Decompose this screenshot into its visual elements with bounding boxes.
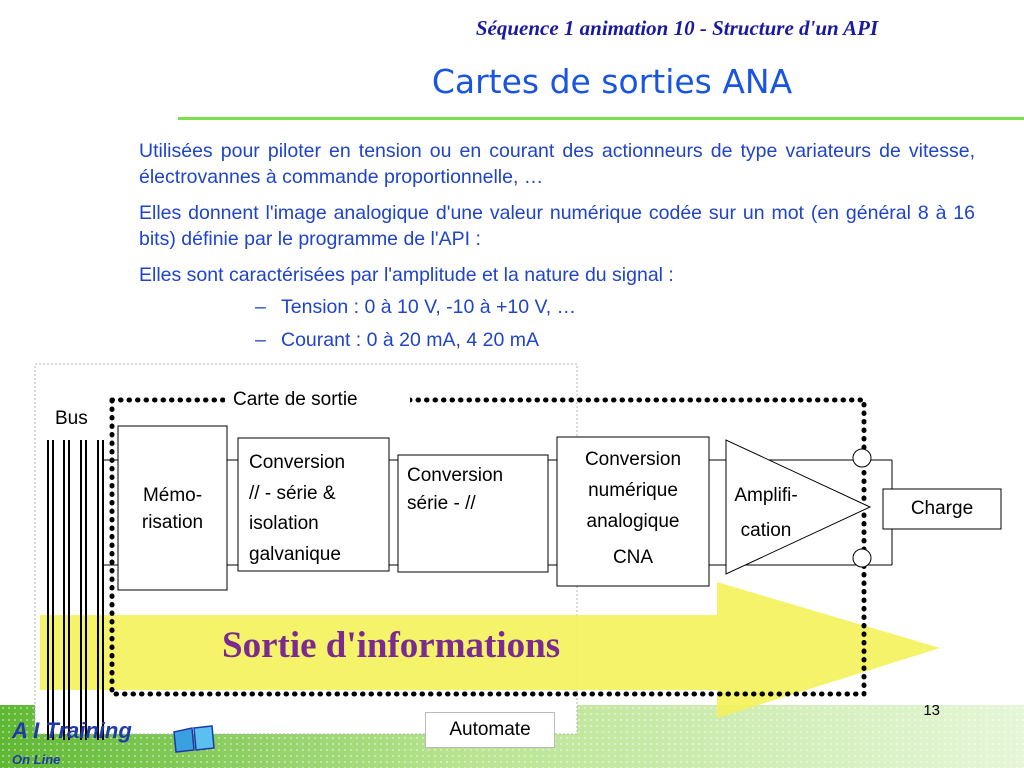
bus-label: Bus (55, 408, 88, 429)
charge-label: Charge (910, 498, 974, 519)
cna-line-1: Conversion (584, 449, 682, 470)
paragraph-characteristics: Elles sont caractérisées par l'amplitude et la nature du signal : (139, 264, 674, 286)
slide-title: Cartes de sorties ANA (431, 62, 793, 101)
card-label: Carte de sortie (233, 389, 358, 410)
paragraph-analog-image: Elles donnent l'image analogique d'une valeur numérique codée sur un mot (en général 8 à 16 bits) définie par le programme de l'API : (139, 202, 975, 250)
conversion-serie-line-2: série - // (407, 493, 476, 514)
conversion-isolation-line-1: Conversion (249, 452, 346, 473)
conversion-isolation-label (249, 448, 345, 570)
memorisation-line-1: Mémo- (142, 485, 203, 506)
conversion-serie-line-1: Conversion (407, 465, 504, 486)
cna-line-4: CNA (612, 547, 654, 568)
memorisation-label (118, 482, 227, 536)
output-terminal-bottom (853, 549, 871, 567)
sortie-arrow-label: Sortie d'informations (222, 625, 561, 666)
conversion-serie-label (407, 462, 503, 518)
cna-line-3: analogique (586, 511, 680, 532)
bullet-courant-text: Courant : 0 à 20 mA, 4 20 mA (281, 329, 539, 351)
amplification-line-1: Amplifi- (734, 485, 798, 506)
paragraph-usage: Utilisées pour piloter en tension ou en courant des actionneurs de type variateurs de vitesse, électrovannes à commande proportionnelle, … (139, 140, 975, 188)
slide-number: 13 (923, 702, 940, 719)
book-icon (172, 724, 216, 754)
conversion-isolation-line-2: // - série & (249, 482, 336, 504)
cna-line-2: numérique (588, 480, 678, 501)
conversion-isolation-line-4: galvanique (249, 543, 341, 565)
bullet-marker: – (255, 329, 266, 351)
automate-label: Automate (425, 712, 555, 748)
amplification-label (720, 478, 812, 548)
logo-text: A I Training (12, 718, 132, 743)
memorisation-line-2: risation (141, 512, 204, 533)
logo-subtext: On Line (12, 752, 61, 767)
bullet-marker: – (255, 296, 266, 318)
output-terminal-top (853, 449, 871, 467)
bullet-tension-text: Tension : 0 à 10 V, -10 à +10 V, … (281, 296, 577, 318)
cna-label (557, 444, 709, 573)
conversion-isolation-line-3: isolation (249, 513, 319, 534)
amplification-line-2: cation (740, 520, 792, 541)
sequence-subtitle: Séquence 1 animation 10 - Structure d'un API (475, 16, 879, 40)
